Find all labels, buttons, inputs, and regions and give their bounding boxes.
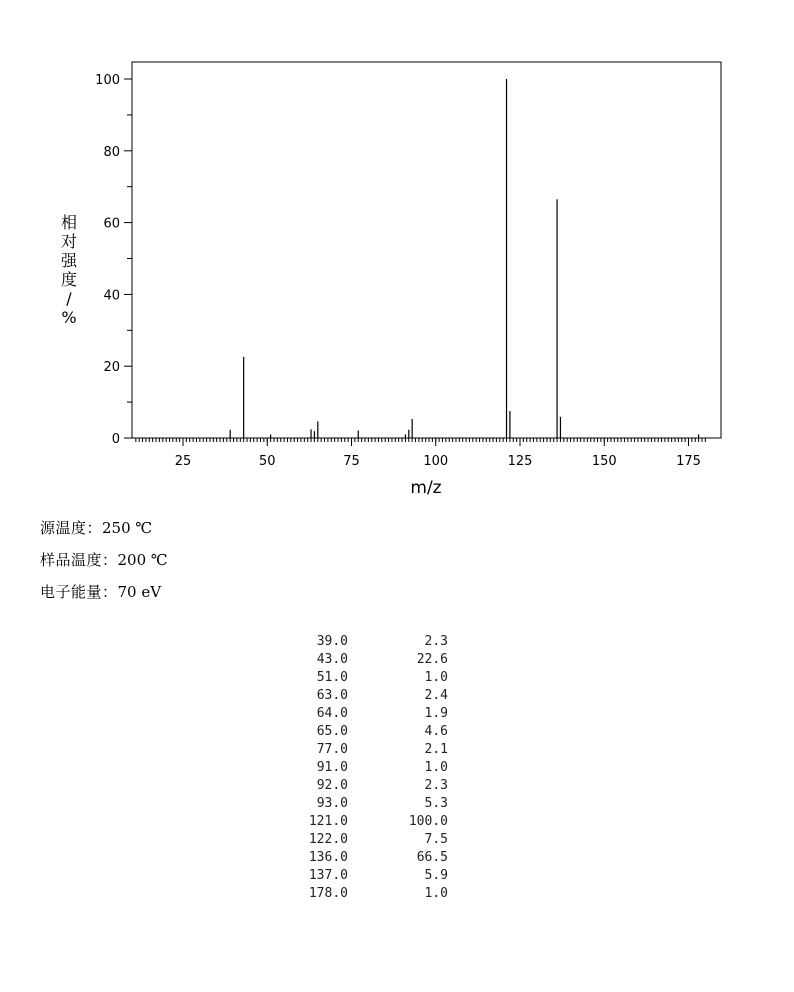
source-temperature	[40, 518, 152, 538]
x-tick-label: 25	[174, 454, 192, 469]
y-axis-label-char: /	[66, 289, 72, 308]
x-tick-label: 175	[676, 454, 701, 469]
abundance-cell: 100.0	[408, 814, 448, 829]
table-row	[290, 651, 448, 669]
sample-temperature	[40, 550, 168, 570]
x-minor-ticks	[136, 438, 706, 442]
abundance-cell: 1.0	[424, 670, 448, 685]
x-axis	[175, 438, 701, 469]
electron-energy	[40, 582, 161, 602]
mz-cell: 77.0	[316, 742, 348, 757]
abundance-cell: 66.5	[416, 850, 448, 865]
peak-bars	[230, 79, 698, 438]
electron-energy-value: 70 eV	[117, 583, 162, 601]
mz-cell: 91.0	[316, 760, 348, 775]
table-row	[290, 831, 448, 849]
x-tick-label: 50	[258, 454, 276, 469]
abundance-cell: 2.3	[424, 634, 448, 649]
sample-temperature-value: 200 ℃	[117, 551, 168, 569]
x-tick-label: 75	[343, 454, 360, 469]
y-minor-ticks	[127, 115, 132, 402]
abundance-cell: 7.5	[424, 832, 448, 847]
mz-cell: 121.0	[308, 814, 348, 829]
y-axis-label-char: %	[61, 308, 77, 327]
y-axis	[95, 73, 132, 447]
mz-cell: 137.0	[308, 868, 348, 883]
mz-cell: 64.0	[316, 706, 348, 721]
table-row	[290, 885, 448, 903]
x-tick-label: 125	[507, 454, 533, 469]
source-temperature-value: 250 ℃	[102, 519, 153, 537]
y-tick-label: 0	[111, 432, 120, 447]
x-tick-label: 100	[423, 454, 449, 469]
table-row	[290, 687, 448, 705]
mz-cell: 43.0	[316, 652, 348, 667]
y-tick-label: 40	[103, 288, 120, 304]
y-axis-label-char: 度	[60, 270, 78, 289]
y-tick-label: 60	[103, 216, 120, 232]
mz-cell: 122.0	[308, 832, 348, 847]
y-axis-label-char: 强	[60, 251, 78, 270]
source-temperature-label: 源温度：	[40, 519, 103, 537]
abundance-cell: 5.3	[424, 796, 448, 811]
abundance-cell: 2.3	[424, 778, 448, 793]
table-row	[290, 795, 448, 813]
abundance-cell: 4.6	[424, 724, 448, 739]
y-tick-label: 20	[103, 360, 120, 376]
y-tick-label: 100	[95, 73, 120, 88]
x-axis-label: m/z	[410, 478, 442, 498]
table-row	[290, 867, 448, 885]
x-tick-label: 150	[591, 454, 617, 469]
abundance-cell: 22.6	[416, 652, 448, 667]
plot-frame	[132, 62, 721, 438]
mz-cell: 93.0	[316, 796, 348, 811]
mz-cell: 63.0	[316, 688, 348, 703]
peak-list-table	[290, 633, 448, 903]
abundance-cell: 1.9	[424, 706, 448, 721]
mz-cell: 65.0	[316, 724, 348, 739]
y-axis-label-char: 相	[60, 213, 78, 232]
table-row	[290, 741, 448, 759]
table-row	[290, 633, 448, 651]
table-row	[290, 849, 448, 867]
table-row	[290, 723, 448, 741]
abundance-cell: 2.4	[424, 688, 448, 703]
electron-energy-label: 电子能量：	[40, 583, 118, 601]
table-row	[290, 705, 448, 723]
y-tick-label: 80	[103, 144, 120, 160]
table-row	[290, 813, 448, 831]
abundance-cell: 1.0	[424, 760, 448, 775]
abundance-cell: 2.1	[424, 742, 448, 757]
mz-cell: 136.0	[308, 850, 348, 865]
abundance-cell: 1.0	[424, 886, 448, 901]
mz-cell: 178.0	[308, 886, 348, 901]
table-row	[290, 777, 448, 795]
y-axis-label	[61, 213, 78, 327]
mz-cell: 51.0	[316, 670, 348, 685]
sample-temperature-label: 样品温度：	[40, 551, 118, 569]
y-axis-label-char: 对	[60, 232, 78, 251]
table-row	[290, 759, 448, 777]
abundance-cell: 5.9	[424, 868, 448, 883]
table-row	[290, 669, 448, 687]
mz-cell: 92.0	[316, 778, 348, 793]
mz-cell: 39.0	[316, 634, 348, 649]
